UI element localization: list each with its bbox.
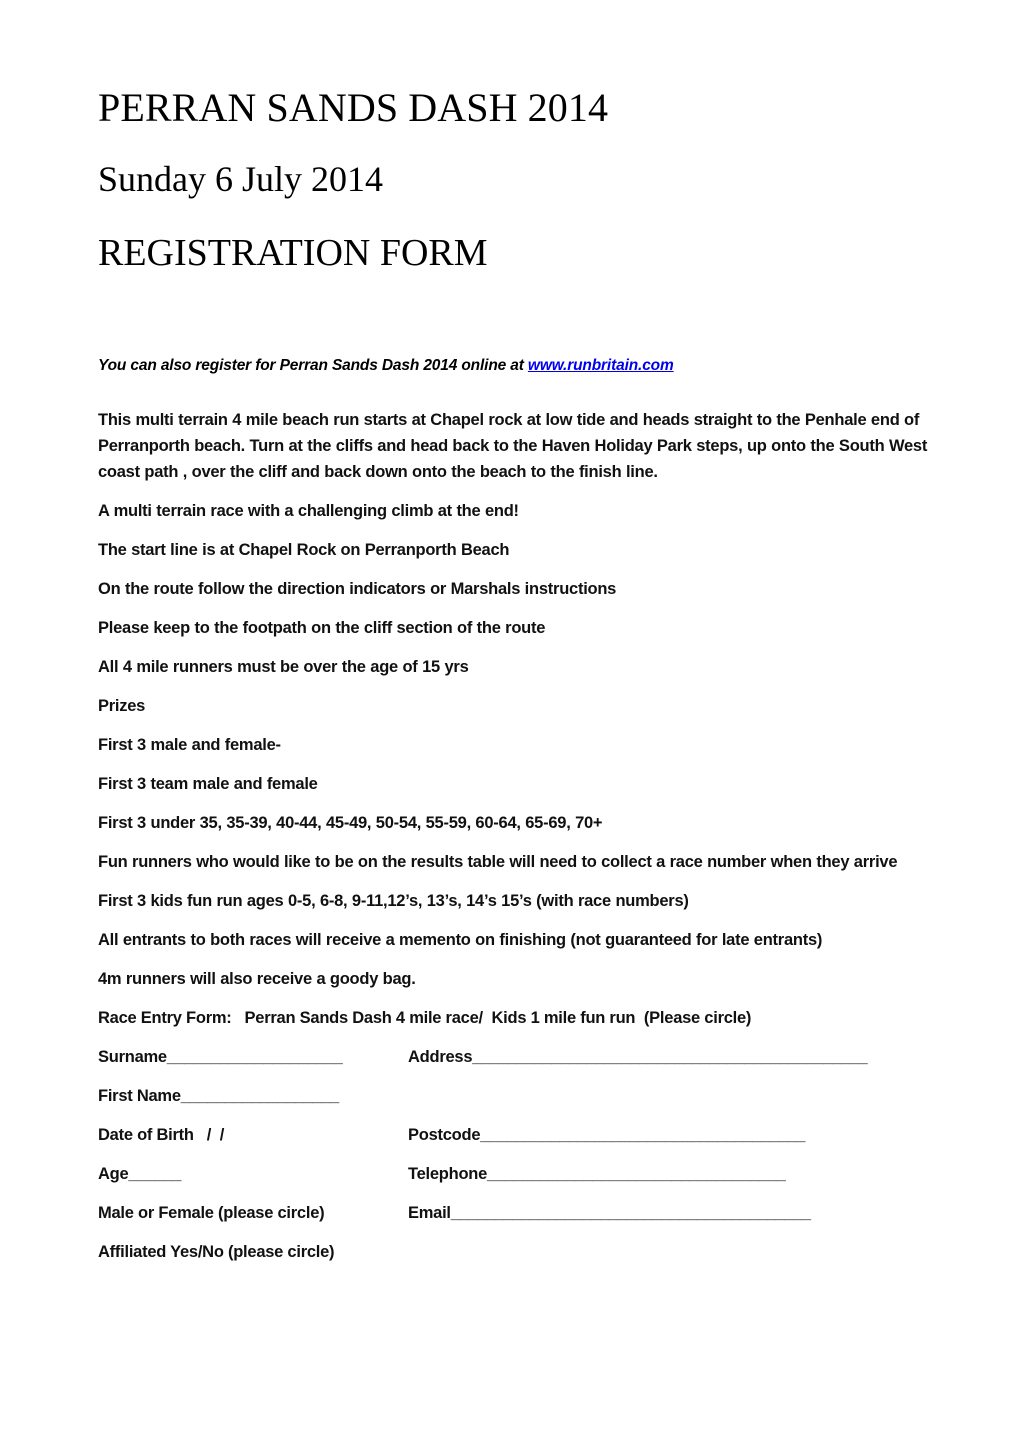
gender-field[interactable]: [98, 1200, 408, 1226]
runbritain-link[interactable]: www.runbritain.com: [527, 357, 674, 374]
form-row-dob-postcode: [98, 1122, 934, 1148]
paragraph-footpath: Please keep to the footpath on the cliff section of the route: [98, 619, 546, 638]
paragraph-prize-team: First 3 team male and female: [98, 775, 318, 794]
title-block: [98, 85, 934, 274]
age-field[interactable]: [98, 1161, 408, 1187]
email-label: Email: [408, 1204, 451, 1223]
surname-field[interactable]: [98, 1044, 408, 1070]
paragraph-memento: All entrants to both races will receive a memento on finishing (not guaranteed for late entrants): [98, 931, 823, 950]
postcode-field[interactable]: [408, 1122, 934, 1148]
age-fill-line: ______: [128, 1165, 182, 1184]
form-row-first-name: [98, 1083, 934, 1109]
surname-label: Surname: [98, 1048, 167, 1067]
address-fill-line: _____________________________________________: [472, 1048, 868, 1067]
email-fill-line: _________________________________________: [450, 1204, 811, 1223]
paragraph-age-limit: All 4 mile runners must be over the age of 15 yrs: [98, 658, 469, 677]
affiliated-label: Affiliated Yes/No (please circle): [98, 1243, 335, 1262]
race-entry-form-heading: Race Entry Form: Perran Sands Dash 4 mile race/ Kids 1 mile fun run (Please circle): [98, 1009, 752, 1028]
online-registration-note: [98, 356, 934, 375]
postcode-label: Postcode: [408, 1126, 481, 1145]
paragraph-route-instructions: On the route follow the direction indicators or Marshals instructions: [98, 580, 617, 599]
date-of-birth-field[interactable]: [98, 1122, 408, 1148]
affiliated-field[interactable]: [98, 1239, 408, 1265]
form-row-affiliated: [98, 1239, 934, 1265]
gender-label: Male or Female (please circle): [98, 1204, 325, 1223]
postcode-fill-line: _____________________________________: [480, 1126, 806, 1145]
telephone-fill-line: __________________________________: [487, 1165, 786, 1184]
age-label: Age: [98, 1165, 129, 1184]
registration-form-heading: REGISTRATION FORM: [98, 232, 488, 274]
race-entry-form: [98, 1005, 934, 1265]
body-paragraphs: [98, 407, 934, 992]
form-row-gender-email: [98, 1200, 934, 1226]
paragraph-race-type: A multi terrain race with a challenging climb at the end!: [98, 502, 519, 521]
email-field[interactable]: [408, 1200, 934, 1226]
form-row-age-telephone: [98, 1161, 934, 1187]
telephone-label: Telephone: [408, 1165, 488, 1184]
paragraph-prize-age-categories: First 3 under 35, 35-39, 40-44, 45-49, 50-54, 55-59, 60-64, 65-69, 70+: [98, 814, 603, 833]
address-label: Address: [408, 1048, 473, 1067]
telephone-field[interactable]: [408, 1161, 934, 1187]
event-date-heading: Sunday 6 July 2014: [98, 159, 384, 199]
page-title: PERRAN SANDS DASH 2014: [98, 85, 609, 130]
paragraph-goody-bag: 4m runners will also receive a goody bag.: [98, 970, 416, 989]
paragraph-fun-runners: Fun runners who would like to be on the results table will need to collect a race number when they arrive: [98, 853, 898, 872]
date-of-birth-label: Date of Birth / /: [98, 1126, 225, 1145]
paragraph-prize-male-female: First 3 male and female-: [98, 736, 281, 755]
first-name-label: First Name: [98, 1087, 181, 1106]
surname-fill-line: ____________________: [166, 1048, 343, 1067]
paragraph-start-line: The start line is at Chapel Rock on Perranporth Beach: [98, 541, 510, 560]
paragraph-prizes-heading: Prizes: [98, 697, 146, 716]
paragraph-route-description: This multi terrain 4 mile beach run starts at Chapel rock at low tide and heads straight to the Penhale end of Perranporth beach. Turn at the cliffs and head back to the Haven Holiday Park steps, up onto the South West coast path , over the cliff and back down onto the beach to the finish line.: [98, 411, 928, 482]
address-field[interactable]: [408, 1044, 934, 1070]
online-registration-text: You can also register for Perran Sands Dash 2014 online at: [98, 357, 528, 374]
document-content: [98, 85, 934, 1278]
first-name-fill-line: __________________: [180, 1087, 339, 1106]
first-name-field[interactable]: [98, 1083, 408, 1109]
form-row-surname-address: [98, 1044, 934, 1070]
paragraph-kids-fun-run: First 3 kids fun run ages 0-5, 6-8, 9-11,12’s, 13’s, 14’s 15’s (with race numbers): [98, 892, 689, 911]
